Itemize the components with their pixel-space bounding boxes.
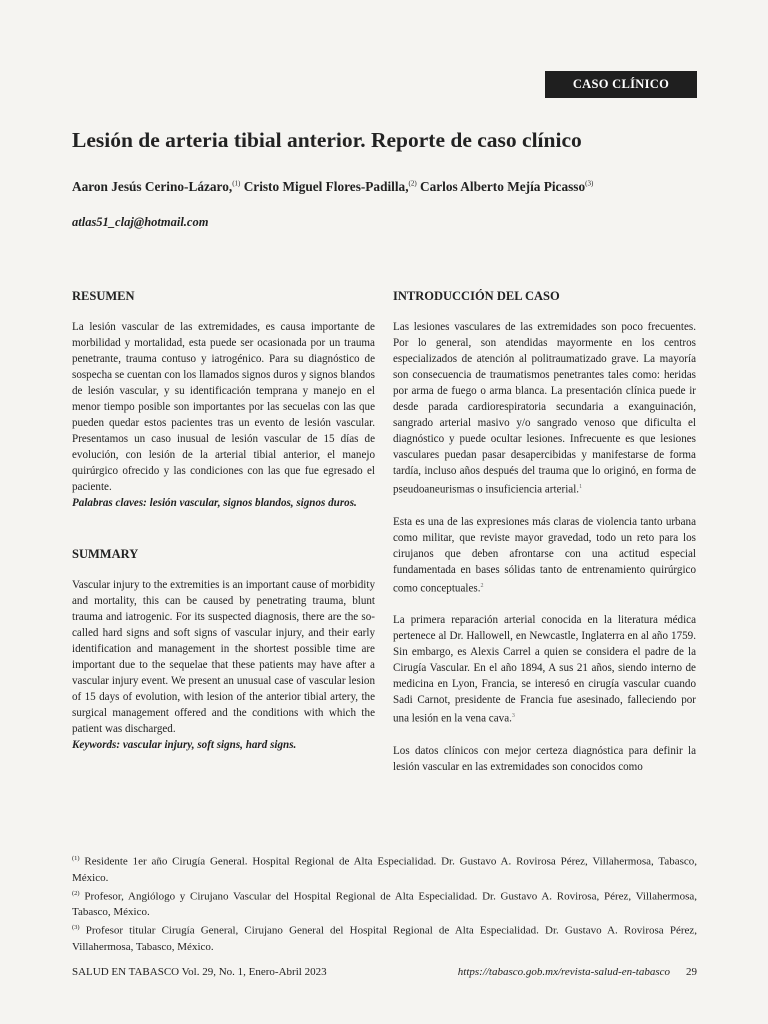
page-number: 29: [686, 966, 697, 978]
summary-section: [72, 547, 375, 753]
resumen-text: La lesión vascular de las extremidades, es causa importante de morbilidad y mortalidad, esta puede ser ocasionada por un trauma penetrante, trauma contuso y iatrogénico. Para su diagnóstico de sospecha se cuentan con los llamados signos duros y signos blandos de lesión vascular, y su identificación temprana y manejo en el menor tiempo posible son importantes por las secuelas con las que pueden quedar estos pacientes tras un evento de lesión vascular. Presentamos un caso inusual de lesión vascular de 15 días de evolución, con lesión de la arterial tibial anterior, el manejo quirúrgico ofrecido y las condiciones con las que fue egresado el paciente.: [72, 321, 375, 493]
affiliation-mark: (2): [408, 179, 417, 188]
summary-heading: SUMMARY: [72, 547, 139, 561]
author-name: Cristo Miguel Flores-Padilla,: [243, 179, 409, 194]
footnote: $^{(2)}$ Profesor, Angiólogo y Cirujano Vascular del Hospital Regional de Alta Especialidad. Dr. Gustavo A. Rovirosa, Pérez, Villahermosa, Tabasco, México.: [72, 889, 697, 919]
affiliation-mark: (3): [585, 179, 594, 188]
author-name: Aaron Jesús Cerino-Lázaro,: [72, 179, 233, 194]
resumen-heading: RESUMEN: [72, 289, 135, 303]
intro-paragraph: Los datos clínicos con mejor certeza diagnóstica para definir la lesión vascular en las extremidades son conocidos como: [393, 745, 696, 774]
author-name: Carlos Alberto Mejía Picasso: [420, 179, 586, 194]
citation-ref: 1: [579, 484, 583, 490]
page-footer: [72, 966, 697, 978]
author-list: [72, 178, 712, 195]
journal-url[interactable]: https://tabasco.gob.mx/revista-salud-en-tabasco: [457, 966, 670, 978]
footnote: $^{(1)}$ Residente 1er año Cirugía General. Hospital Regional de Alta Especialidad. Dr. Gustavo A. Rovirosa Pérez, Villahermosa, Tabasco, México.: [72, 855, 697, 884]
section-badge: CASO CLÍNICO: [545, 71, 697, 98]
affiliation-mark: (1): [232, 179, 241, 188]
citation-ref: 3: [511, 713, 515, 720]
intro-paragraph: La primera reparación arterial conocida en la literatura médica pertenece al Dr. Hallowell, en Newcastle, Inglaterra en al año 1759. Sin embargo, es Alexis Carrel a quien se considera el padre de la Cirugía Vascular. En el año 1894, A sus 21 años, siendo interno de medicina en Lyon, Francia, se interesó en cirugía vascular cuando Sadi Carnot, presidente de Francia fue asesinado, falleciendo por una lesión en la vena cava.$^3$: [393, 614, 696, 726]
footnote: $^{(3)}$ Profesor titular Cirugía General, Cirujano General del Hospital Regional de Alta Especialidad. Dr. Gustavo A. Rovirosa Pérez, Villahermosa, Tabasco, México.: [72, 924, 698, 953]
right-column: [393, 289, 696, 775]
intro-paragraph: Las lesiones vasculares de las extremidades son poco frecuentes. Por lo general, son atendidas mayormente en los centros especializados de atención al politraumatizado grave. La mayoría son consecuencia de traumatismos penetrantes tales como: heridas por arma de fuego o arma blanca. La presentación clínica puede ir desde parada cardiorespiratoria secundaria a exanguinación, sangrado arterial masivo y/o sangrado venoso que dificulta el diagnóstico y puede ocultar lesiones. Infrecuente es que lesiones vasculares puedan pasar desapercibidas y manifestarse de forma tardía, incluso años después del trauma que lo originó, en forma de pseudoaneurismas o insuficiencia arterial.$^1$: [393, 321, 696, 496]
contact-email[interactable]: atlas51_claj@hotmail.com: [72, 215, 209, 229]
resumen-keywords: Palabras claves: lesión vascular, signos blandos, signos duros.: [72, 497, 357, 509]
left-column: [72, 289, 375, 753]
intro-heading: INTRODUCCIÓN DEL CASO: [393, 289, 560, 303]
citation-ref: 2: [480, 582, 484, 589]
summary-text: Vascular injury to the extremities is an important cause of morbidity and mortality, this can be caused by penetrating trauma, blunt trauma and iatrogenic. For its suspected diagnosis, there are the so-called hard signs and soft signs of vascular injury, and their early identification and management in the shortest possible time are important due to the sequelae that these patients may have after a vascular injury event. We present an unusual case of vascular lesion of 15 days of evolution, with lesion of the anterior tibial artery, the surgical management offered and the conditions with which the patient was discharged.: [72, 579, 375, 735]
journal-citation: SALUD EN TABASCO Vol. 29, No. 1, Enero-Abril 2023: [72, 966, 327, 978]
intro-paragraph: Esta es una de las expresiones más claras de violencia tanto urbana como militar, que reviste mayor gravedad, todo un reto para los cirujanos que deben afrontarse con una actitud especial fundamentada en bases sólidas tanto de entrenamiento quirúrgico como conceptuales.$^2$: [393, 515, 696, 595]
affiliation-footnotes: [72, 851, 697, 955]
summary-keywords: Keywords: vascular injury, soft signs, hard signs.: [72, 739, 297, 751]
article-title: Lesión de arteria tibial anterior. Reporte de caso clínico: [72, 128, 582, 152]
